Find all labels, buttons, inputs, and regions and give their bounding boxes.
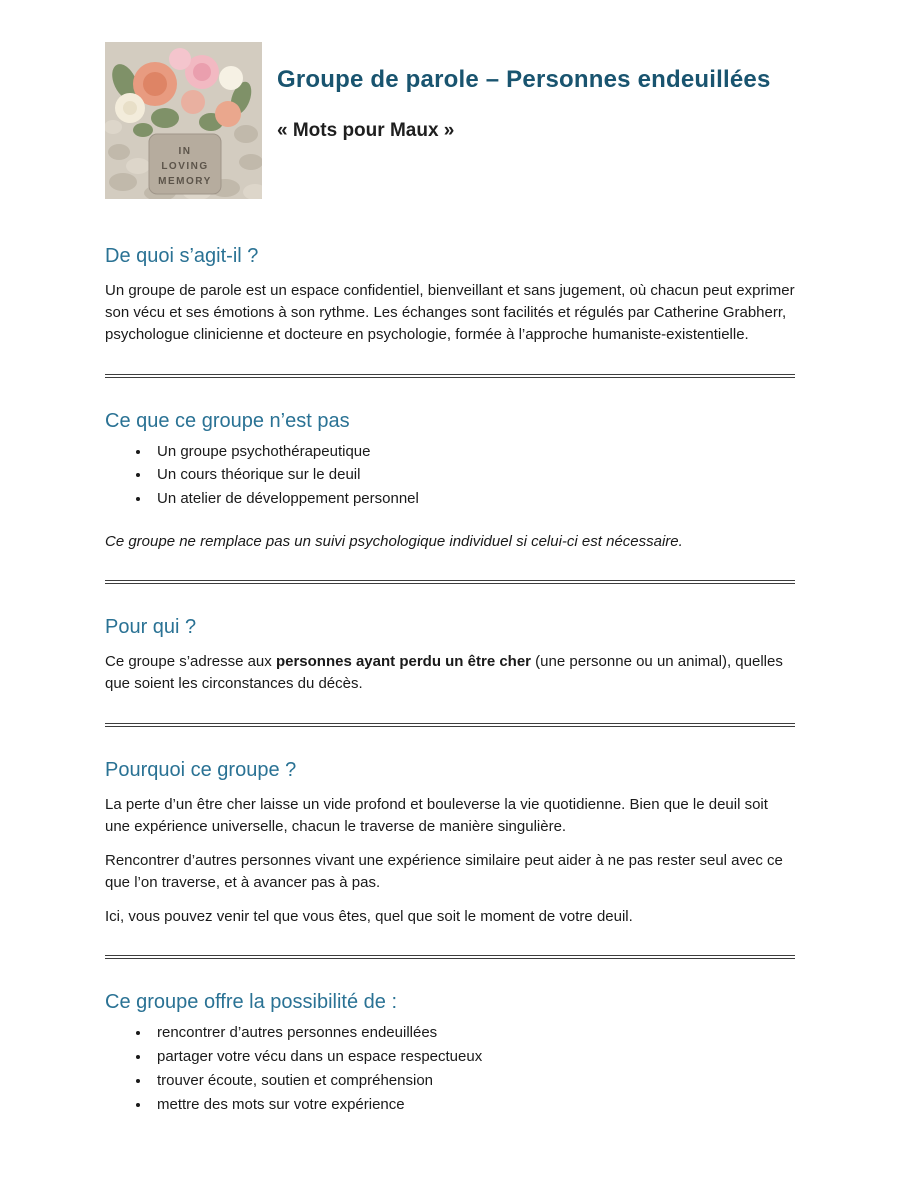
italic-note: Ce groupe ne remplace pas un suivi psychologique individuel si celui-ci est nécessaire. bbox=[105, 532, 683, 550]
section-divider bbox=[105, 580, 795, 584]
bullet-item: • rencontrer d’autres personnes endeuillées bbox=[151, 1022, 795, 1045]
bullet-item: • mettre des mots sur votre expérience bbox=[151, 1094, 795, 1117]
text-run: (une personne ou un animal), quelles que soient les circonstances du décès. bbox=[105, 653, 783, 693]
section-heading-who: Pour qui ? bbox=[105, 616, 197, 639]
section-group-offers bbox=[105, 991, 795, 1116]
section-heading-offers: Ce groupe offre la possibilité de : bbox=[105, 991, 398, 1014]
page-subtitle: « Mots pour Maux » bbox=[277, 120, 455, 141]
section-divider bbox=[105, 723, 795, 727]
stone-text-line: IN bbox=[178, 146, 192, 157]
paragraph: Rencontrer d’autres personnes vivant une expérience similaire peut aider à ne pas rester seul avec ce que l’on traverse, et à avancer pas à pas. bbox=[105, 851, 783, 892]
section-what-is-it bbox=[105, 245, 795, 347]
bullet-item: • Un cours théorique sur le deuil bbox=[151, 464, 795, 487]
memorial-stone bbox=[149, 134, 221, 194]
section-for-whom bbox=[105, 616, 795, 695]
paragraph: La perte d’un être cher laisse un vide profond et bouleverse la vie quotidienne. Bien que le deuil soit une expérience universelle, chacun le traverse de manière singulière. bbox=[105, 795, 768, 835]
paragraph bbox=[105, 651, 795, 695]
document-header bbox=[105, 42, 795, 199]
bullet-item: • partager votre vécu dans un espace respectueux bbox=[151, 1046, 795, 1069]
bullet-list bbox=[105, 441, 795, 511]
section-divider bbox=[105, 955, 795, 959]
section-what-it-is-not bbox=[105, 410, 795, 554]
paragraph: Ici, vous pouvez venir tel que vous êtes, quel que soit le moment de votre deuil. bbox=[105, 908, 633, 926]
stone-text-line: MEMORY bbox=[158, 176, 212, 187]
stone-text-line: LOVING bbox=[161, 161, 209, 172]
bullet-item: • trouver écoute, soutien et compréhension bbox=[151, 1070, 795, 1093]
bullet-item: • Un groupe psychothérapeutique bbox=[151, 441, 795, 464]
page-title: Groupe de parole – Personnes endeuillées bbox=[277, 66, 771, 93]
bullet-item: • Un atelier de développement personnel bbox=[151, 488, 795, 511]
bullet-list bbox=[105, 1022, 795, 1116]
section-heading-not: Ce que ce groupe n’est pas bbox=[105, 409, 350, 432]
title-block bbox=[277, 42, 771, 142]
section-why-this-group bbox=[105, 759, 795, 929]
text-run-bold: personnes ayant perdu un être cher bbox=[275, 653, 532, 671]
section-heading-why: Pourquoi ce groupe ? bbox=[105, 758, 297, 781]
text-run: Ce groupe s’adresse aux bbox=[105, 653, 276, 671]
section-divider bbox=[105, 374, 795, 378]
memorial-flowers-photo bbox=[105, 42, 262, 199]
section-heading-what: De quoi s’agit-il ? bbox=[105, 245, 259, 267]
paragraph: Un groupe de parole est un espace confidentiel, bienveillant et sans jugement, où chacun peut exprimer son vécu et ses émotions à son rythme. Les échanges sont facilités et régulés par Catherine Grabherr, psychologue clinicienne et docteure en psychologie, formée à l’approche humaniste-existentielle. bbox=[105, 282, 795, 344]
